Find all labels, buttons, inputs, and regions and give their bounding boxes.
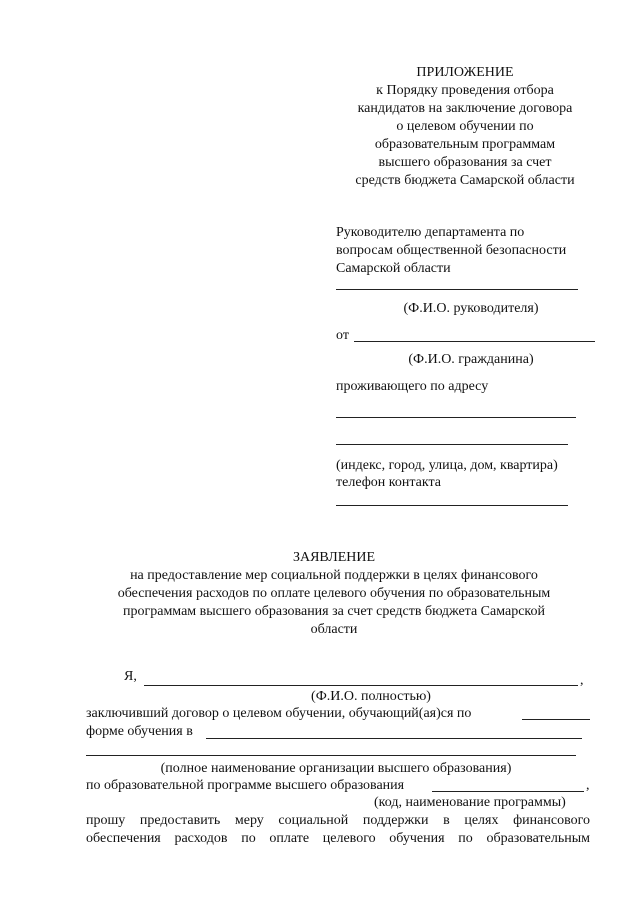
full-name-comma: , <box>580 673 584 688</box>
program-field-line[interactable] <box>432 791 584 792</box>
statement-subtitle-line: программам высшего образования за счет средств бюджета Самарской <box>123 604 545 619</box>
appendix-line: высшего образования за счет <box>378 155 552 170</box>
full-name-caption: (Ф.И.О. полностью) <box>311 689 431 704</box>
address-field-line-1[interactable] <box>336 417 576 418</box>
head-name-caption: (Ф.И.О. руководителя) <box>403 301 539 316</box>
form-text: форме обучения в <box>86 724 193 739</box>
organization-field-line-1[interactable] <box>206 738 582 739</box>
program-comma: , <box>586 778 590 793</box>
contract-text: заключивший договор о целевом обучении, обучающий(ая)ся по <box>86 706 472 721</box>
request-text-line-2: обеспечения расходов по оплате целевого обучения по образовательным <box>86 831 590 846</box>
appendix-line: кандидатов на заключение договора <box>357 101 573 116</box>
appendix-block <box>334 64 596 190</box>
address-caption: (индекс, город, улица, дом, квартира) <box>336 458 558 473</box>
appendix-line: средств бюджета Самарской области <box>355 173 575 188</box>
addressee-line: Самарской области <box>336 261 451 276</box>
citizen-name-caption: (Ф.И.О. гражданина) <box>408 352 534 367</box>
addressee-line: Руководителю департамента по <box>336 225 525 240</box>
appendix-line: образовательным программам <box>374 137 556 152</box>
i-label: Я, <box>124 669 137 684</box>
head-name-field-line[interactable] <box>336 289 578 290</box>
phone-label: телефон контакта <box>336 475 441 490</box>
appendix-line: к Порядку проведения отбора <box>376 83 554 98</box>
address-field-line-2[interactable] <box>336 444 568 445</box>
organization-caption: (полное наименование организации высшего образования) <box>160 761 512 776</box>
statement-title-block <box>82 549 586 639</box>
addressee-block <box>336 224 606 278</box>
full-name-field-line[interactable] <box>144 685 578 686</box>
addressee-line: вопросам общественной безопасности <box>336 243 567 258</box>
residing-label: проживающего по адресу <box>336 379 489 394</box>
statement-subtitle-line: на предоставление мер социальной поддержки в целях финансового <box>130 568 538 583</box>
statement-subtitle-line: области <box>310 622 358 637</box>
phone-field-line[interactable] <box>336 505 568 506</box>
organization-field-line-2[interactable] <box>86 755 576 756</box>
education-form-field-line[interactable] <box>522 719 590 720</box>
citizen-name-field-line[interactable] <box>354 341 595 342</box>
program-caption: (код, наименование программы) <box>374 795 566 810</box>
program-text: по образовательной программе высшего образования <box>86 778 405 793</box>
appendix-heading: ПРИЛОЖЕНИЕ <box>416 65 514 80</box>
request-text-line-1: прошу предоставить меру социальной поддержки в целях финансового <box>86 813 590 828</box>
appendix-line: о целевом обучении по <box>396 119 534 134</box>
from-label: от <box>336 328 349 343</box>
statement-subtitle-line: обеспечения расходов по оплате целевого обучения по образовательным <box>117 586 551 601</box>
statement-title: ЗАЯВЛЕНИЕ <box>292 550 376 565</box>
